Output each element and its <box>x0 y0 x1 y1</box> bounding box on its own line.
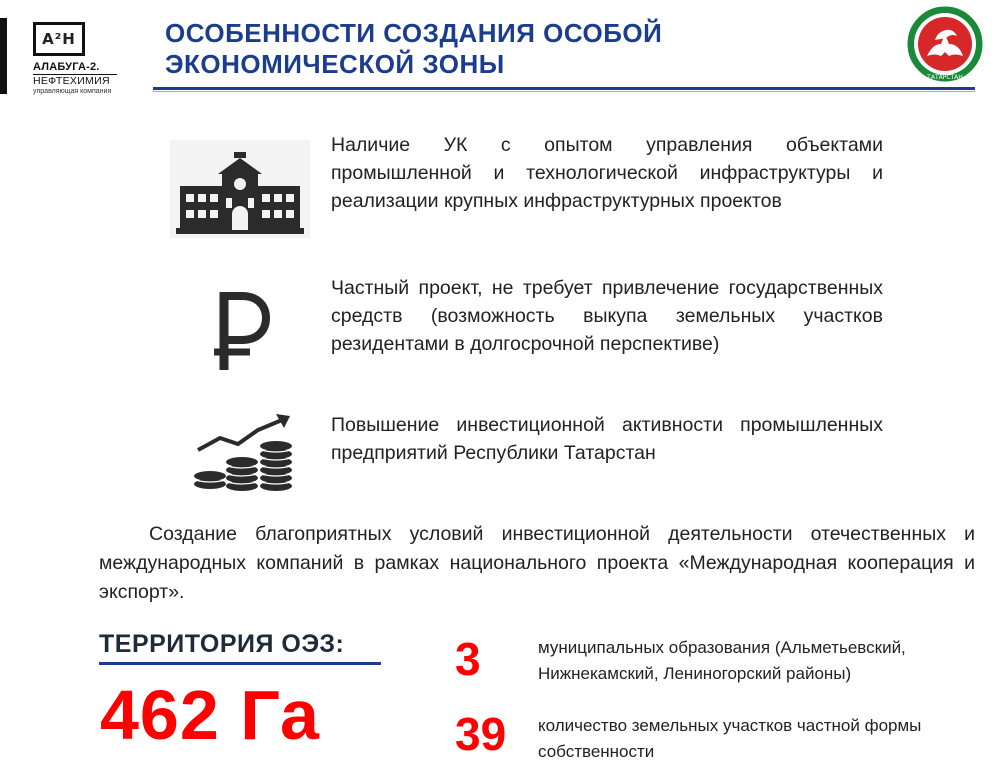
territory-underline <box>99 662 381 665</box>
title-line1: ОСОБЕННОСТИ СОЗДАНИЯ ОСОБОЙ <box>165 18 663 48</box>
stat-description-municipalities: муниципальных образования (Альметьевский, Нижнекамский, Лениногорский районы) <box>538 638 906 683</box>
company-logo <box>33 22 123 95</box>
brand-bar <box>0 18 7 94</box>
title-underline-thin <box>153 91 975 92</box>
coins-growth-icon <box>192 410 296 494</box>
stat-number-municipalities: 3 <box>455 633 481 685</box>
territory-area-value: 462 Га <box>100 676 320 754</box>
feature-text-investment-activity: Повышение инвестиционной активности промышленных предприятий Республики Татарстан <box>331 414 883 464</box>
logo-line1: АЛАБУГА-2. <box>33 61 100 73</box>
statement-paragraph: Создание благоприятных условий инвестиционной деятельности отечественных и международных компаний в рамках национального проекта «Международная кооперация и экспорт». <box>99 523 975 603</box>
ruble-icon <box>214 288 270 372</box>
territory-label: ТЕРРИТОРИЯ ОЭЗ: <box>99 630 345 658</box>
page-title <box>165 18 885 80</box>
stat-number-land-plots: 39 <box>455 708 507 760</box>
feature-text-management-company: Наличие УК с опытом управления объектами промышленной и технологической инфраструктуры и реализации крупных инфраструктурных проектов <box>331 134 883 212</box>
tatarstan-emblem-icon <box>905 4 985 84</box>
logo-line3: управляющая компания <box>33 88 112 95</box>
logo-mark: A²H <box>33 22 85 56</box>
logo-line2: НЕФТЕХИМИЯ <box>33 74 117 87</box>
title-line2: ЭКОНОМИЧЕСКОЙ ЗОНЫ <box>165 49 505 79</box>
building-icon <box>170 140 310 238</box>
emblem-text: ТАТАРСТАН <box>927 74 963 81</box>
title-underline <box>153 87 975 90</box>
stat-description-land-plots: количество земельных участков частной формы собственности <box>538 716 922 761</box>
feature-text-private-project: Частный проект, не требует привлечение государственных средств (возможность выкупа земельных участков резидентами в долгосрочной перспективе) <box>331 277 883 355</box>
